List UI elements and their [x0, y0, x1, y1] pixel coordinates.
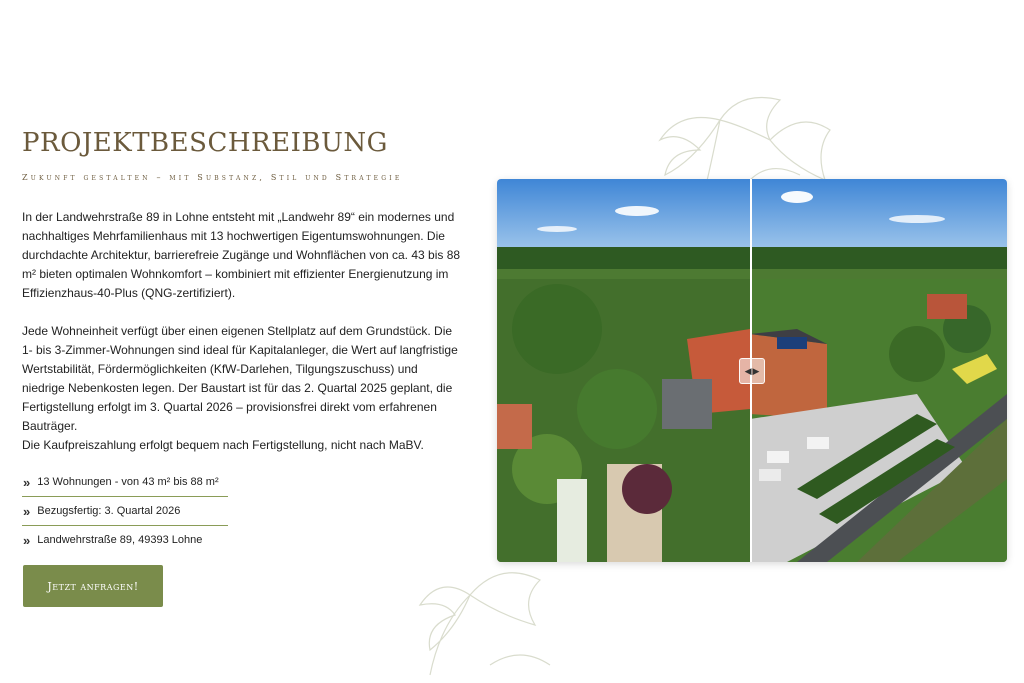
feature-list — [22, 468, 228, 554]
description-paragraph-2-text: Jede Wohneinheit verfügt über einen eigenen Stellplatz auf dem Grundstück. Die 1- bis 3-Zimmer-Wohnungen sind ideal für Kapitalanleger, die Wert auf langfristige Wertstabilität, Fördermöglichkeiten (KfW-Darlehen, Tilgungszuschuss) und niedrige Nebenkosten legen. Der Baustart ist für das 2. Quartal 2025 geplant, die Fertigstellung erfolgt im 3. Quartal 2026 – provisionsfrei direkt vom erfahrenen Bauträger. — [22, 324, 458, 433]
chevron-double-right-icon: » — [23, 503, 31, 519]
page-title: PROJEKTBESCHREIBUNG — [22, 128, 388, 158]
description-paragraph-2 — [22, 322, 462, 455]
description-paragraph-1: In der Landwehrstraße 89 in Lohne entsteht mit „Landwehr 89“ ein modernes und nachhaltiges Mehrfamilienhaus mit 13 hochwertigen Eigentumswohnungen. Die durchdachte Architektur, barrierefreie Zugänge und Wohnflächen von ca. 43 bis 88 m² bieten optimalen Wohnkomfort – kombiniert mit effizienter Energienutzung im Effizienzhaus-40-Plus (QNG-zertifiziert). — [22, 210, 461, 300]
feature-text: Bezugsfertig: 3. Quartal 2026 — [37, 505, 181, 517]
before-after-image-compare[interactable] — [497, 179, 1007, 562]
feature-text: Landwehrstraße 89, 49393 Lohne — [37, 534, 203, 546]
ginkgo-leaf-decoration-bottom — [410, 555, 580, 683]
arrow-right-icon: ▶ — [752, 365, 760, 376]
before-image — [497, 279, 750, 562]
feature-item-address — [22, 526, 228, 554]
page-subtitle: Zukunft gestalten – mit Substanz, Stil und Strategie — [22, 173, 403, 182]
arrow-left-icon: ◀ — [744, 365, 752, 376]
after-image — [750, 279, 1007, 562]
left-right-arrows-icon[interactable] — [739, 358, 765, 384]
feature-item-move-in — [22, 497, 228, 525]
feature-item-units — [22, 468, 228, 496]
feature-text: 13 Wohnungen - von 43 m² bis 88 m² — [37, 476, 219, 488]
chevron-double-right-icon: » — [23, 532, 31, 548]
inquiry-button[interactable]: Jetzt anfragen! — [23, 565, 163, 607]
description-paragraph-3-text: Die Kaufpreiszahlung erfolgt bequem nach Fertigstellung, nicht nach MaBV. — [22, 438, 424, 452]
chevron-double-right-icon: » — [23, 474, 31, 490]
